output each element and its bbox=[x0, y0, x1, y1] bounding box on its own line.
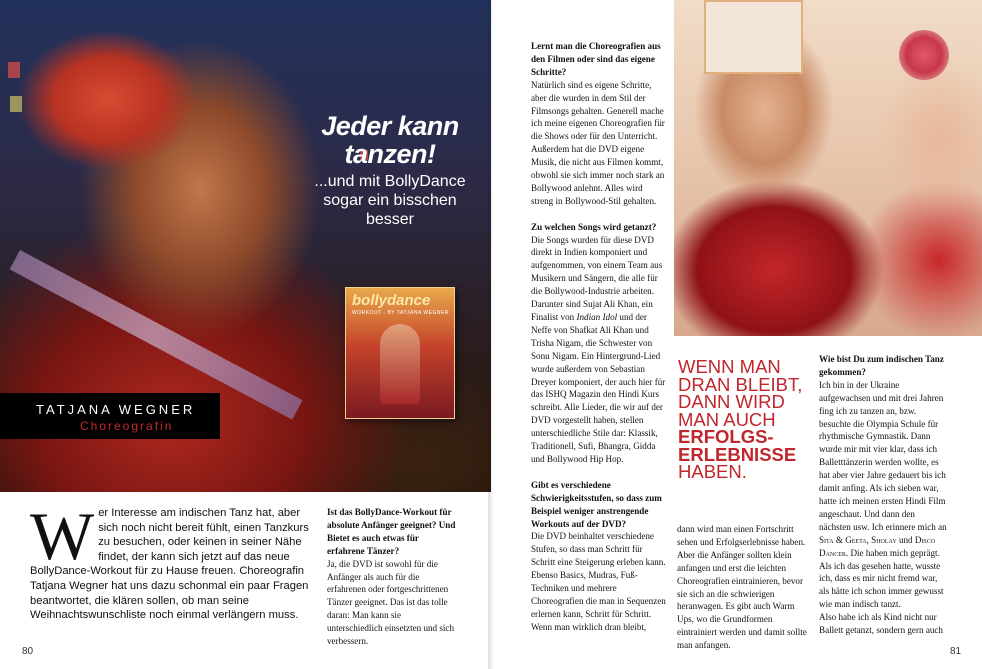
headline: Jeder kann tanzen! bbox=[321, 111, 459, 169]
right-column-3 bbox=[819, 353, 949, 637]
right-page bbox=[491, 0, 982, 669]
dvd-logo: bollydance bbox=[352, 292, 431, 309]
dancer-role: Choreografin bbox=[80, 419, 174, 433]
answer-5 bbox=[819, 379, 949, 560]
festival-flag bbox=[10, 96, 22, 112]
dancer-name: TATJANA WEGNER bbox=[36, 402, 196, 417]
pull-quote bbox=[678, 358, 806, 481]
question-4: Gibt es verschiedene Schwierigkeitsstufen, so dass zum Beispiel weniger anstrengende Workouts auf der DVD? bbox=[531, 479, 662, 529]
page-number-right: 81 bbox=[950, 646, 962, 657]
answer-5-part-1: Ich bin in der Ukraine aufgewachsen und mit drei Jahren fing ich zu tanzen an, bzw. besuchte die Olympia Schule für rhythmische Gymnastik. Dann wurde mir mit vier klar, dass ich Balletttänzerin werden wollte, es hat aber vier Jahre gedauert bis ich damit anfing. Als ich sieben war, hatte ich meinen ersten Hindi Film angeschaut. Und dann den nächsten usw. Ich erinnere mich an bbox=[819, 379, 947, 532]
answer-3-part-2: und der Neffe von Shafkat Ali Khan und Trisha Nigam, die Schwester von Sonu Nigam. Ein Hintergrund-Lied wurde außerdem von Sebastian Dreyer komponiert, der auch hier für das ISHQ Magazin den Hindi Kurs schreibt. Alle Lieder, die wir auf der DVD vorgestellt haben, stellen unterschiedliche Stile dar: Klassik, Traditionell, Sufi, Bhangra, Gidda und Bollywood Hip Hop. bbox=[531, 312, 666, 464]
dancer-photo-right bbox=[674, 0, 982, 336]
spine-gutter bbox=[488, 0, 494, 669]
answer-5-part-2: . Die haben mich geprägt. bbox=[845, 547, 940, 558]
pull-quote-end: HABEN. bbox=[678, 461, 747, 482]
question-3: Zu welchen Songs wird getanzt? bbox=[531, 221, 657, 232]
answer-3-part-1: Die Songs wurden für diese DVD direkt in Indien komponiert und aufgenommen, von einem Team aus Musikern und Sängern, die alle für die Bollywood-Industrie arbeiten. Darunter sind Sujat Ali Khan, ein Finalist von bbox=[531, 234, 663, 323]
question-2: Lernt man die Choreografien aus den Filmen oder sind das eigene Schritte? bbox=[531, 41, 661, 77]
answer-5-paragraph-3: Also habe ich als Kind nicht nur Ballett getanzt, sondern gern auch bbox=[819, 612, 943, 636]
answer-5-conjunction: und bbox=[896, 534, 915, 545]
answer-2: Natürlich sind es eigene Schritte, aber die wurden in dem Stil der Filmsongs gehalten. Generell mache ich meine eigenen Choreografien für die Shows oder für den Unterricht. Außerdem hat die DVD eigene Musik, die nicht aus Filmen kommt, obwohl sie sich immer noch stark an Bollywood anlehnt. Alles wird streng in Bollywood-Stil gehalten. bbox=[531, 79, 665, 206]
right-column-1 bbox=[531, 40, 667, 634]
subheadline: ...und mit BollyDance sogar ein bisschen besser bbox=[314, 173, 466, 228]
left-column-qa bbox=[327, 506, 458, 648]
pull-quote-start: WENN MAN DRAN BLEIBT, DANN WIRD MAN AUCH bbox=[678, 356, 803, 430]
background-panel bbox=[704, 0, 803, 74]
intro-text: er Interesse am indischen Tanz hat, aber sich noch nicht bereit fühlt, einen Tanzkurs zu besuchen, oder keinen in seiner Nähe findet, der kann sich jetzt auf das neue BollyDance-Workout für zu Hause freuen. Choreografin Tatjana Wegner hat uns dazu schonmal ein paar Fragen beantwortet, die klären sollen, ob man seine Weihnachtswunschliste noch einmal verlängern muss. bbox=[30, 507, 309, 622]
right-column-2 bbox=[677, 523, 807, 652]
question-5: Wie bist Du zum indischen Tanz gekommen? bbox=[819, 354, 944, 377]
page-number-left: 80 bbox=[22, 646, 34, 657]
background-flower bbox=[899, 30, 949, 80]
film-title-3: Disco Dancer bbox=[819, 534, 936, 558]
answer-5-paragraph-2: Als ich das gesehen hatte, wusste ich, dass es mir nicht fremd war, als hätte ich schon immer gewusst wie man indisch tanzt. bbox=[819, 560, 944, 610]
dvd-dancer-figure bbox=[380, 324, 420, 404]
question-1: Ist das BollyDance-Workout für absolute Anfänger geeignet? Und Bietet es auch etwas für erfahrene Tänzer? bbox=[327, 507, 456, 556]
answer-3 bbox=[531, 234, 667, 466]
film-titles: Sita & Geeta, Sholay bbox=[819, 534, 897, 545]
show-name: Indian Idol bbox=[576, 312, 618, 323]
name-box bbox=[0, 393, 220, 439]
dvd-subtitle: WORKOUT · BY TATJANA WEGNER bbox=[352, 310, 449, 316]
headline-block bbox=[300, 112, 480, 229]
intro-paragraph bbox=[30, 498, 312, 623]
answer-1: Ja, die DVD ist sowohl für die Anfänger als auch für die erfahrenen oder fortgeschrittenen Tänzer geeignet. Das ist das tolle daran: Man kann sie unterschiedlich einsetzten und sich verbessern. bbox=[327, 558, 455, 647]
festival-flag bbox=[8, 62, 20, 78]
drop-cap: W bbox=[30, 498, 95, 574]
dvd-cover bbox=[345, 287, 455, 419]
answer-4: Die DVD beinhaltet verschiedene Stufen, so dass man Schritt für Schritt eine Steigerung erleben kann. Ebenso Basics, Mudras, Fuß-Techniken und mehrere Choreografien die man in Sequenzen erlernen kann, Schritt für Schritt. Wenn man wirklich dran bleibt, bbox=[531, 531, 666, 632]
answer-4-continued: dann wird man einen Fortschritt sehen und Erfolgserlebnisse haben. Aber die Anfänger sollten klein anfangen und erst die leichten Choreografien eintrainieren, bevor sie sich an die schwierigen heranwagen. Es gibt auch Warm Ups, wo die Grundformen eintrainiert werden und damit sollte man anfangen. bbox=[677, 524, 807, 651]
dancer-photo-left bbox=[0, 0, 491, 492]
pull-quote-bold: ERFOLGS-ERLEBNISSE bbox=[678, 426, 797, 465]
